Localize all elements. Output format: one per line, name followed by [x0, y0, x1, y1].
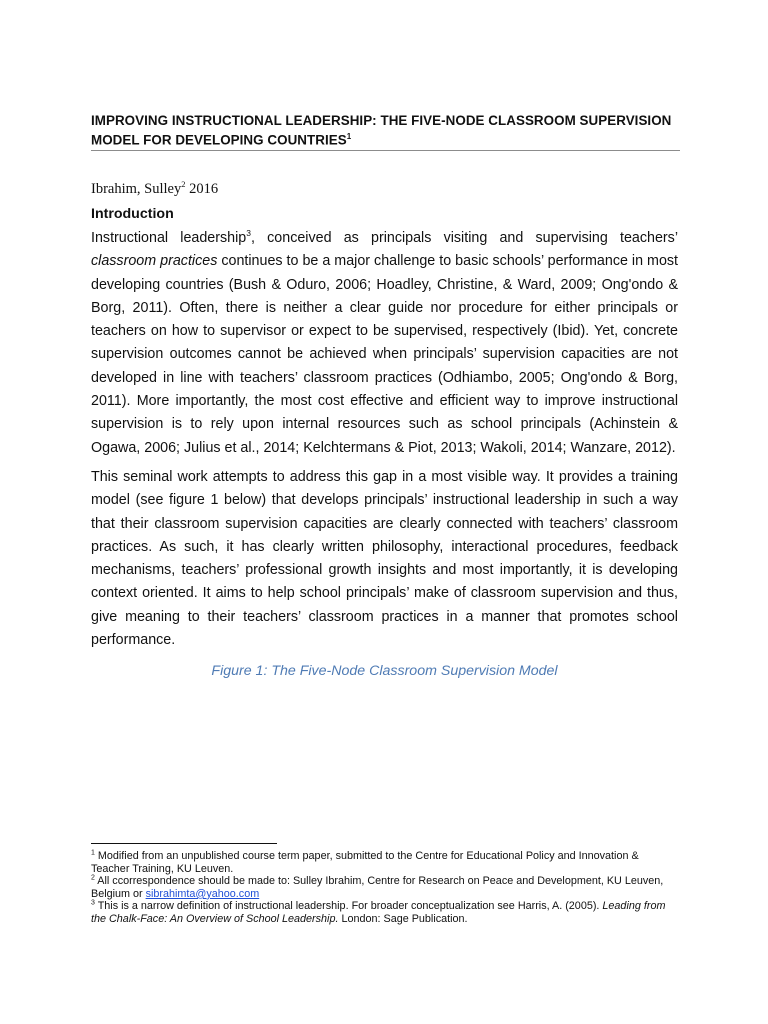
footnote-1 [91, 850, 678, 875]
author-name: Ibrahim, Sulley [91, 180, 182, 197]
footnote-3-mark: 3 [91, 899, 95, 907]
paper-title [91, 113, 678, 148]
document-page [91, 0, 678, 1024]
footnote-3-text: This is a narrow definition of instructional leadership. For broader conceptualization see Harris, A. (2005). [94, 900, 603, 913]
footnote-2-text: All ccorrespondence should be made to: Sulley Ibrahim, Centre for Research on Peace and Development, KU Leuven, Belgium or [91, 875, 664, 900]
email-link[interactable]: sibrahimta@yahoo.com [145, 887, 260, 900]
footnote-1-text: Modified from an unpublished course term paper, submitted to the Centre for Educational Policy and Innovation & Teacher Training, KU Leuven. [91, 850, 639, 875]
para1-lead: Instructional leadership [91, 230, 247, 246]
footnote-2 [91, 875, 678, 900]
footnote-divider [91, 843, 277, 844]
author-line [91, 175, 218, 198]
para1-before-emphasis: , conceived as principals visiting and supervising teachers’ [250, 230, 679, 246]
figure-caption: Figure 1: The Five-Node Classroom Supervision Model [211, 663, 558, 679]
title-text: IMPROVING INSTRUCTIONAL LEADERSHIP: THE FIVE-NODE CLASSROOM SUPERVISION MODEL FOR DEVELOPING COUNTRIES [91, 113, 672, 148]
footnote-3-ref-title: Leading from the Chalk-Face: An Overview of School Leadership. [91, 900, 666, 925]
section-heading: Introduction [91, 206, 174, 222]
footnote-3-ref-rest: London: Sage Publication. [338, 912, 468, 925]
title-footnote-mark: 1 [346, 132, 352, 141]
footnote-2-mark: 2 [91, 874, 95, 882]
para1-emphasis: classroom practices [91, 253, 218, 270]
footnotes [91, 850, 678, 926]
footnote-1-mark: 1 [91, 849, 95, 857]
footnote-3 [91, 900, 678, 925]
title-divider [91, 150, 680, 151]
para1-rest: continues to be a major challenge to basic schools’ performance in most developing countries (Bush & Oduro, 2006; Hoadley, Christine, & Ward, 2009; Ong'ondo & Borg, 2011). Often, there is neither a clear guide nor procedure for either principals or teachers on how to supervisor or expect to be supervised, respectively (Ibid). Yet, concrete supervision outcomes cannot be achieved when principals’ supervision capacities are not developed in line with teachers’ classroom practices (Odhiambo, 2005; Ong'ondo & Borg, 2011). More importantly, the most cost effective and efficient way to improve instructional supervision is to rely upon internal resources such as school principals (Achinstein & Ogawa, 2006; Julius et al., 2014; Kelchtermans & Piot, 2013; Wakoli, 2014; Wanzare, 2012). [91, 253, 679, 456]
intro-paragraph-1 [91, 227, 678, 460]
intro-paragraph-2: This seminal work attempts to address this gap in a most visible way. It provides a training model (see figure 1 below) that develops principals’ instructional leadership in such a way that their classroom supervision capacities are clearly connected with teachers’ classroom practices. As such, it has clearly written philosophy, interactional procedures, feedback mechanisms, teachers’ professional growth insights and most importantly, it is developing context oriented. It aims to help school principals’ make of classroom supervision and thus, give meaning to their teachers’ classroom practices in a manner that promotes school performance. [91, 469, 678, 649]
author-footnote-mark: 2 [181, 179, 186, 189]
para1-footnote-mark: 3 [246, 228, 251, 239]
publication-year: 2016 [189, 180, 219, 197]
